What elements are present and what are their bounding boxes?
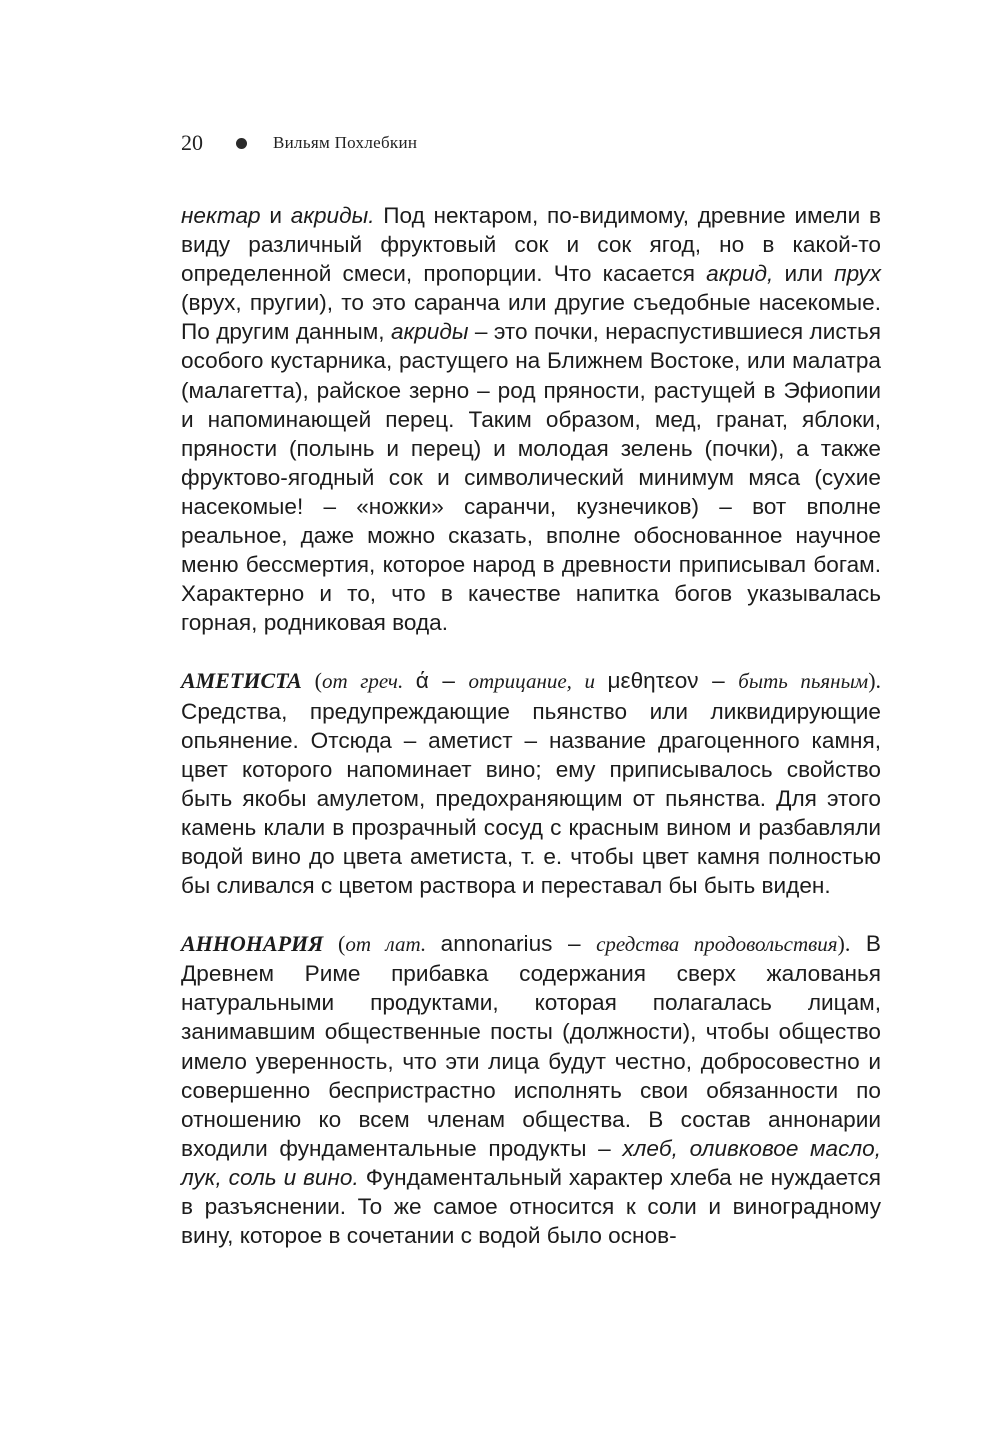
text-run: Под нектаром, по-видимому, древние имели в виду различный фруктовый сок и сок ягод, но в какой-то определенной смеси, пропорции. Что касается	[181, 203, 881, 287]
etymology-word: μεθητεον	[607, 668, 699, 694]
italic-term: акрид,	[706, 261, 774, 287]
paragraph-continuation	[181, 201, 881, 637]
italic-term: акриды	[391, 319, 469, 345]
entry-definition-continued: Фундаментальный характер хлеба не нуждается в разъяснении. То же самое относится к соли и виноградному вину, которое в сочетании с водой было основ-	[181, 1164, 881, 1249]
entry-headword: АННОНАРИЯ	[181, 931, 324, 957]
etymology-word: ά	[415, 668, 429, 694]
etymology-dash: –	[428, 668, 469, 694]
bullet-dot-icon	[236, 138, 247, 149]
etymology-language: от греч.	[322, 669, 416, 694]
italic-term: прух	[834, 261, 881, 287]
etymology-meaning: быть пьяным	[738, 669, 869, 694]
etymology-word: annonarius	[440, 931, 553, 957]
dictionary-entry-ametista	[181, 666, 881, 900]
text-run: (врух, пругии), то это саранча или другие съедобные насекомые. По другим данным,	[181, 290, 881, 345]
etymology-meaning: отрицание, и	[468, 669, 608, 694]
entry-definition: Средства, предупреждающие пьянство или ликвидирующие опьянение. Отсюда – аметист – название драгоценного камня, цвет которого напоминает вино; ему приписывалось свойство быть якобы амулетом, предохраняющим от пьянства. Для этого камень клали в прозрачный сосуд с красным вином и разбавляли водой вино до цвета аметиста, т. е. чтобы цвет камня полностью бы сливался с цветом раствора и переставал бы быть виден.	[181, 698, 881, 899]
author-name: Вильям Похлебкин	[273, 133, 418, 152]
etymology-meaning: средства продовольствия	[596, 932, 838, 957]
entry-definition: В Древнем Риме прибавка содержания сверх жалованья натуральными продуктами, которая полагалась лицам, занимавшим общественные посты (должности), чтобы общество имело уверенность, что эти лица будут честно, добросовестно и совершенно беспристрастно исполнять свои обязанности по отношению ко всем членам общества. В состав аннонарии входили фундаментальные продукты –	[181, 931, 881, 1161]
running-head	[181, 128, 417, 158]
etymology-dash: –	[698, 668, 739, 694]
italic-food-list: хлеб, оливковое масло, лук, соль и вино.	[181, 1135, 881, 1190]
etymology-close: ).	[837, 931, 851, 957]
text-run: или	[773, 261, 835, 287]
etymology-dash: –	[552, 931, 597, 957]
page-number: 20	[181, 130, 203, 155]
italic-term: акриды.	[290, 203, 375, 228]
page-body	[181, 201, 881, 1250]
etymology-open: (	[301, 668, 322, 694]
italic-term: нектар	[181, 203, 261, 228]
etymology-language: от лат.	[345, 932, 441, 957]
etymology-close: ).	[868, 668, 882, 694]
etymology-open: (	[323, 931, 346, 957]
text-run: – это почки, нераспустившиеся листья особого кустарника, растущего на Ближнем Востоке, или малатра (малагетта), райское зерно – род пряности, растущей в Эфиопии и напоминающей перец. Таким образом, мед, гранат, яблоки, пряности (полынь и перец) и молодая зелень (почки), а также фруктово-ягодный сок и символический минимум мяса (сухие насекомые! – «ножки» саранчи, кузнечиков) – вот вполне реальное, даже можно сказать, вполне обоснованное научное меню бессмертия, которое народ в древности приписывал богам. Характерно и то, что в качестве напитка богов указывалась горная, родниковая вода.	[181, 319, 881, 636]
entry-headword: АМЕТИСТА	[181, 668, 302, 694]
dictionary-entry-annonaria	[181, 929, 881, 1250]
text-run: и	[260, 203, 291, 228]
